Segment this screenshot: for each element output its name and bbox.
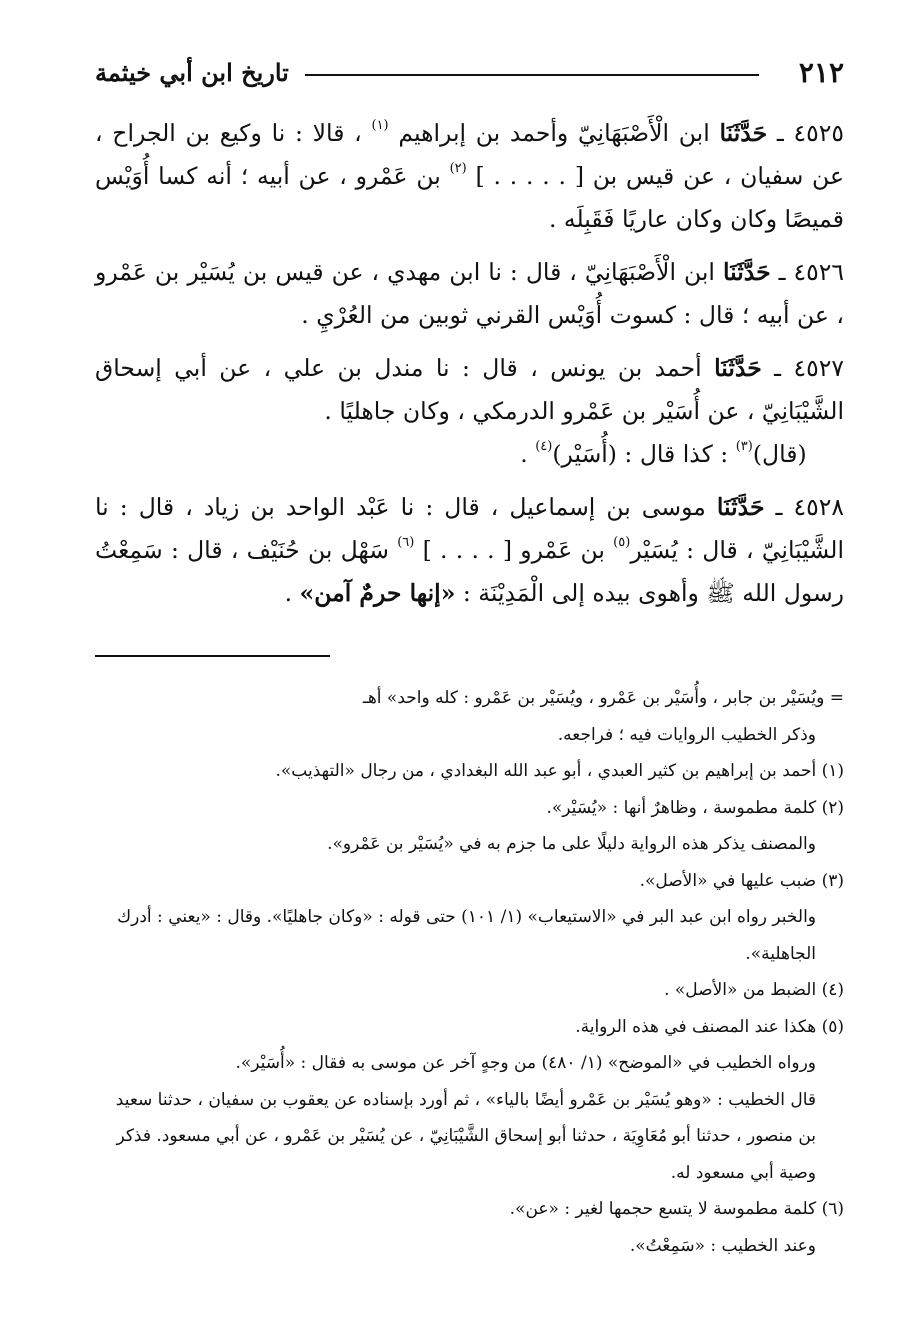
footnote-ref: (٢) [449, 161, 467, 176]
footnote-line: ورواه الخطيب في «الموضح» (١/ ٤٨٠) من وجهٍ آخر عن موسى به فقال : «أُسَيْر». [235, 1053, 816, 1073]
footnote-ref: (٥) [613, 535, 631, 550]
footnote-ref: (٣) [735, 439, 753, 454]
footnote-line: (٤) الضبط من «الأصل» . [664, 980, 844, 1000]
narration-keyword: حَدَّثَنَا [716, 493, 765, 521]
running-title: تاريخ ابن أبي خيثمة [95, 57, 289, 87]
footnotes [95, 680, 844, 1264]
footnote-ref: (٦) [397, 535, 415, 550]
entry-text: ابن الْأَصْبَهَانِيّ وأحمد بن إبراهيم [398, 119, 710, 147]
entry-number: ٤٥٢٦ [793, 258, 844, 286]
narration-keyword: حَدَّثَنَا [722, 258, 771, 286]
entry-text: ابن الْأَصْبَهَانِيّ ، قال : نا ابن مهدي ، عن قيس بن يُسَيْر بن عَمْرو ، عن أبيه ؛ قال : كسوت أُوَيْس القرني ثوبين من العُرْيِ . [95, 258, 844, 329]
entry-text: سَهْل بن حُنَيْف ، قال : سَمِعْتُ رسول الله ﷺ وأهوى بيده إلى الْمَدِيْنَة : [95, 536, 844, 607]
footnote-line: = ويُسَيْر بن جابر ، وأُسَيْر بن عَمْرو ، ويُسَيْر بن عَمْرو : كله واحد» أهـ [362, 688, 844, 708]
footnote-ref: (٤) [535, 439, 553, 454]
entry-text: بن عَمْرو [ . . . . ] [422, 536, 605, 564]
footnote-line: والمصنف يذكر هذه الرواية دليلًا على ما جزم به في «يُسَيْر بن عَمْرو». [327, 834, 816, 854]
entry-text: . [284, 579, 293, 607]
entry-text: . [520, 440, 528, 468]
footnote-line: والخبر رواه ابن عبد البر في «الاستيعاب» (١/ ١٠١) حتى قوله : «وكان جاهليًا». وقال : «يعني : أدرك الجاهلية». [117, 907, 816, 964]
footnote-line: وعند الخطيب : «سَمِعْتُ». [629, 1235, 816, 1256]
narration-keyword: حَدَّثَنَا [714, 354, 762, 382]
footnote-line: وذكر الخطيب الروايات فيه ؛ فراجعه. [557, 724, 816, 745]
hadith-entry-4525: ٤٥٢٥ ـ حَدَّثَنَا ابن الْأَصْبَهَانِيّ وأحمد بن إبراهيم $^{(١)}$ ، قالا : نا وكيع بن الجراح ، عن سفيان ، عن قيس بن [ . . . . . ] $^{(٢)}$ بن عَمْرو ، عن أبيه ؛ أنه كسا أُوَيْس قميصًا وكان وكان عاريًا فَقَبِلَه . [95, 118, 844, 233]
entry-number: ٤٥٢٥ [793, 119, 844, 147]
entry-text: موسى بن إسماعيل ، قال : نا عَبْد الواحد بن زياد ، قال : نا الشَّيْبَانِيّ ، قال : يُسَيْر [95, 493, 844, 564]
hadith-entry-4527: ٤٥٢٧ ـ حَدَّثَنَا أحمد بن يونس ، قال : نا مندل بن علي ، عن أبي إسحاق الشَّيْبَانِيّ ، عن أُسَيْر بن عَمْرو الدرمكي ، وكان جاهليًا . (قال)$^{(٣)}$ : كذا قال : (أُسَيْر)$^{(٤)}$ . [95, 354, 844, 468]
main-text [95, 112, 844, 625]
entry-number: ٤٥٢٧ [793, 354, 844, 382]
footnote-line: (٦) كلمة مطموسة لا يتسع حجمها لغير : «عن». [509, 1199, 844, 1219]
page-number: ٢١٢ [798, 55, 844, 89]
narration-keyword: حَدَّثَنَا [719, 119, 768, 147]
footnote-line: (١) أحمد بن إبراهيم بن كثير العبدي ، أبو عبد الله البغدادي ، من رجال «التهذيب». [275, 761, 844, 781]
hadith-entry-4526: ٤٥٢٦ ـ حَدَّثَنَا ابن الْأَصْبَهَانِيّ ، قال : نا ابن مهدي ، عن قيس بن يُسَيْر بن عَمْرو ، عن أبيه ؛ قال : كسوت أُوَيْس القرني ثوبين من العُرْيِ . [95, 258, 844, 329]
entry-text: (قال) [752, 440, 807, 468]
footnote-separator [95, 655, 330, 657]
footnote-line: قال الخطيب : «وهو يُسَيْر بن عَمْرو أيضًا بالياء» ، ثم أورد بإسناده عن يعقوب بن سفيان ، حدثنا سعيد بن منصور ، حدثنا أبو مُعَاوِيَة ، حدثنا أبو إسحاق الشَّيْبَانِيّ ، عن يُسَيْر بن عَمْرو ، عن أبي مسعود. فذكر وصية أبي مسعود له. [115, 1089, 816, 1183]
hadith-entry-4528: ٤٥٢٨ ـ حَدَّثَنَا موسى بن إسماعيل ، قال : نا عَبْد الواحد بن زياد ، قال : نا الشَّيْبَانِيّ ، قال : يُسَيْر$^{(٥)}$ بن عَمْرو [ . . . . ] $^{(٦)}$ سَهْل بن حُنَيْف ، قال : سَمِعْتُ رسول الله ﷺ وأهوى بيده إلى الْمَدِيْنَة : «إنها حرمٌ آمن» . [95, 493, 844, 607]
page-header [95, 52, 844, 92]
header-rule [305, 74, 759, 76]
footnote-line: (٥) هكذا عند المصنف في هذه الرواية. [575, 1016, 844, 1037]
entry-text: أحمد بن يونس ، قال : نا مندل بن علي ، عن أبي إسحاق الشَّيْبَانِيّ ، عن أُسَيْر بن عَمْرو الدرمكي ، وكان جاهليًا . [95, 354, 844, 425]
footnote-ref: (١) [371, 118, 389, 133]
footnote-line: (٢) كلمة مطموسة ، وظاهرٌ أنها : «يُسَيْر». [546, 797, 844, 818]
entry-text: ، قالا : نا وكيع بن الجراح ، عن سفيان ، عن قيس بن [ . . . . . ] [95, 119, 844, 190]
entry-number: ٤٥٢٨ [793, 493, 844, 521]
entry-text: بن عَمْرو ، عن أبيه ؛ أنه كسا أُوَيْس قميصًا وكان وكان عاريًا فَقَبِلَه . [95, 162, 844, 233]
footnote-line: (٣) ضبب عليها في «الأصل». [639, 870, 844, 891]
prophetic-quote: «إنها حرمٌ آمن» [299, 579, 456, 607]
entry-text: : كذا قال : (أُسَيْر) [552, 440, 729, 468]
